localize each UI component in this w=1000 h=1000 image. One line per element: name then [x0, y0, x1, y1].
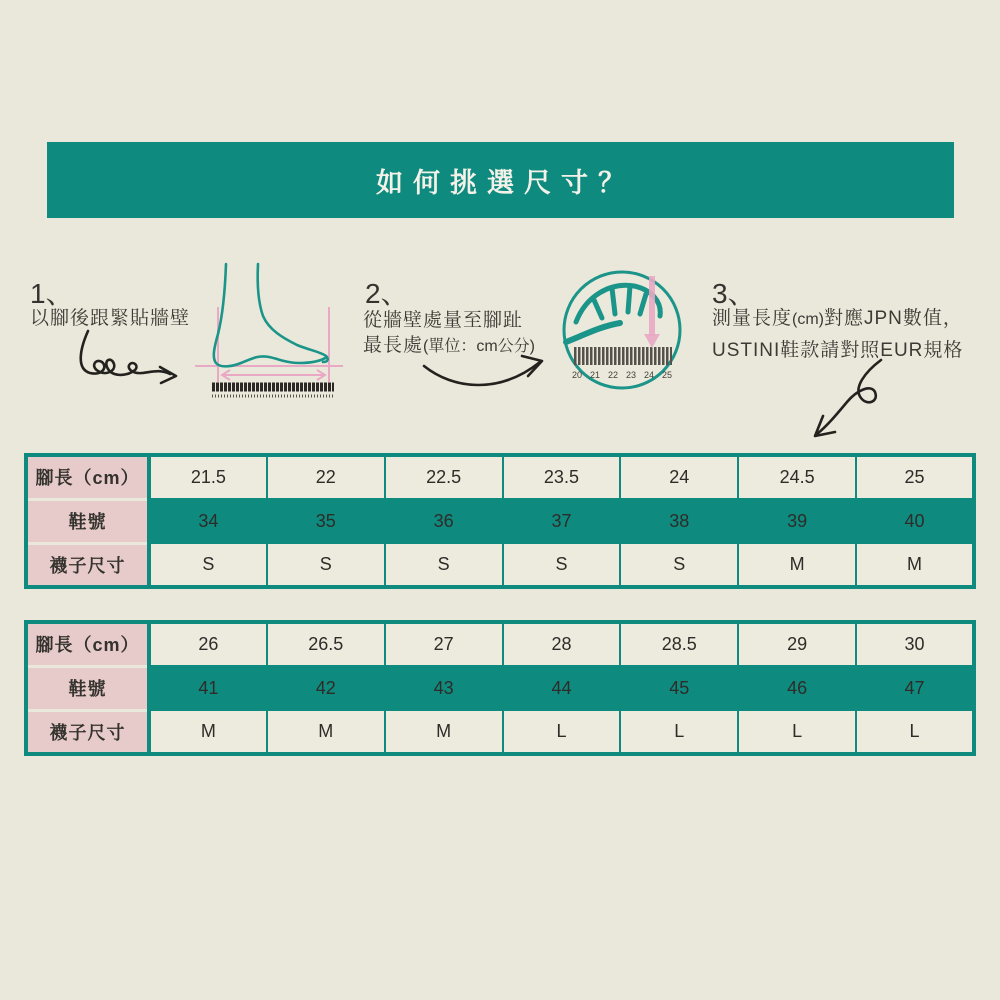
curved-arrow-icon	[420, 348, 555, 408]
sock-size-cell: M	[385, 710, 503, 754]
shoe-size-cell: 44	[503, 666, 621, 710]
sock-size-cell: S	[385, 543, 503, 587]
shoe-size-cell: 38	[620, 499, 738, 543]
row-label: 腳長（cm）	[26, 622, 149, 666]
shoe-size-cell: 37	[503, 499, 621, 543]
table-row	[26, 455, 974, 499]
sock-size-cell: L	[620, 710, 738, 754]
shoe-size-cell: 39	[738, 499, 856, 543]
shoe-size-cell: 45	[620, 666, 738, 710]
loop-arrow-icon	[795, 358, 905, 443]
foot-length-cell: 24	[620, 455, 738, 499]
squiggle-arrow-icon	[48, 325, 208, 400]
foot-length-cell: 27	[385, 622, 503, 666]
size-table-small	[24, 453, 976, 589]
toe-measure-magnifier-illustration	[560, 268, 684, 392]
sock-size-cell: M	[738, 543, 856, 587]
foot-length-cell: 28	[503, 622, 621, 666]
row-label: 鞋號	[26, 666, 149, 710]
foot-length-cell: 30	[856, 622, 974, 666]
shoe-size-cell: 40	[856, 499, 974, 543]
row-label: 鞋號	[26, 499, 149, 543]
svg-text:24: 24	[644, 370, 655, 380]
step1-text: 以腳後跟緊貼牆壁	[30, 308, 191, 329]
sock-size-cell: L	[738, 710, 856, 754]
step3-line1-unit: (cm)	[792, 311, 824, 328]
table-row	[26, 622, 974, 666]
row-label: 襪子尺寸	[26, 543, 149, 587]
table-row	[26, 666, 974, 710]
row-label: 腳長（cm）	[26, 455, 149, 499]
title-banner	[47, 142, 954, 218]
step3-number: 3、	[712, 278, 756, 309]
foot-length-cell: 29	[738, 622, 856, 666]
sock-size-cell: S	[620, 543, 738, 587]
sock-size-cell: S	[149, 543, 267, 587]
svg-text:25: 25	[662, 370, 673, 380]
page-title: 如何挑選尺寸？	[376, 167, 635, 198]
table-row	[26, 499, 974, 543]
sock-size-cell: M	[856, 543, 974, 587]
table-row	[26, 543, 974, 587]
foot-length-cell: 26	[149, 622, 267, 666]
svg-text:22: 22	[608, 370, 619, 380]
foot-length-cell: 25	[856, 455, 974, 499]
sock-size-cell: S	[267, 543, 385, 587]
step3-text-line2: USTINI鞋款請對照EUR規格	[712, 340, 964, 361]
step3-line1-pre: 測量長度	[712, 308, 793, 329]
step3-line1-post: 對應JPN數值，	[824, 308, 963, 329]
shoe-size-cell: 42	[267, 666, 385, 710]
shoe-size-cell: 41	[149, 666, 267, 710]
step2-text-line1: 從牆壁處量至腳趾	[363, 310, 524, 331]
foot-length-cell: 22	[267, 455, 385, 499]
sock-size-cell: L	[856, 710, 974, 754]
size-table-large	[24, 620, 976, 756]
foot-side-illustration	[195, 262, 343, 404]
foot-length-cell: 26.5	[267, 622, 385, 666]
foot-length-cell: 24.5	[738, 455, 856, 499]
table-row	[26, 710, 974, 754]
foot-length-cell: 23.5	[503, 455, 621, 499]
sock-size-cell: M	[267, 710, 385, 754]
svg-text:23: 23	[626, 370, 637, 380]
step2-line2-main: 最長處	[363, 335, 424, 356]
shoe-size-cell: 46	[738, 666, 856, 710]
foot-length-cell: 22.5	[385, 455, 503, 499]
step3-text-line1	[712, 303, 963, 330]
step2-line2-unit: (單位：cm公分)	[423, 338, 536, 355]
sock-size-cell: S	[503, 543, 621, 587]
shoe-size-cell: 35	[267, 499, 385, 543]
foot-length-cell: 28.5	[620, 622, 738, 666]
shoe-size-cell: 36	[385, 499, 503, 543]
shoe-size-cell: 34	[149, 499, 267, 543]
foot-length-cell: 21.5	[149, 455, 267, 499]
shoe-size-cell: 47	[856, 666, 974, 710]
svg-text:20: 20	[572, 370, 583, 380]
sock-size-cell: L	[503, 710, 621, 754]
row-label: 襪子尺寸	[26, 710, 149, 754]
step2-number: 2、	[365, 278, 409, 309]
svg-text:21: 21	[590, 370, 601, 380]
sock-size-cell: M	[149, 710, 267, 754]
shoe-size-cell: 43	[385, 666, 503, 710]
step1-number: 1、	[30, 278, 74, 309]
